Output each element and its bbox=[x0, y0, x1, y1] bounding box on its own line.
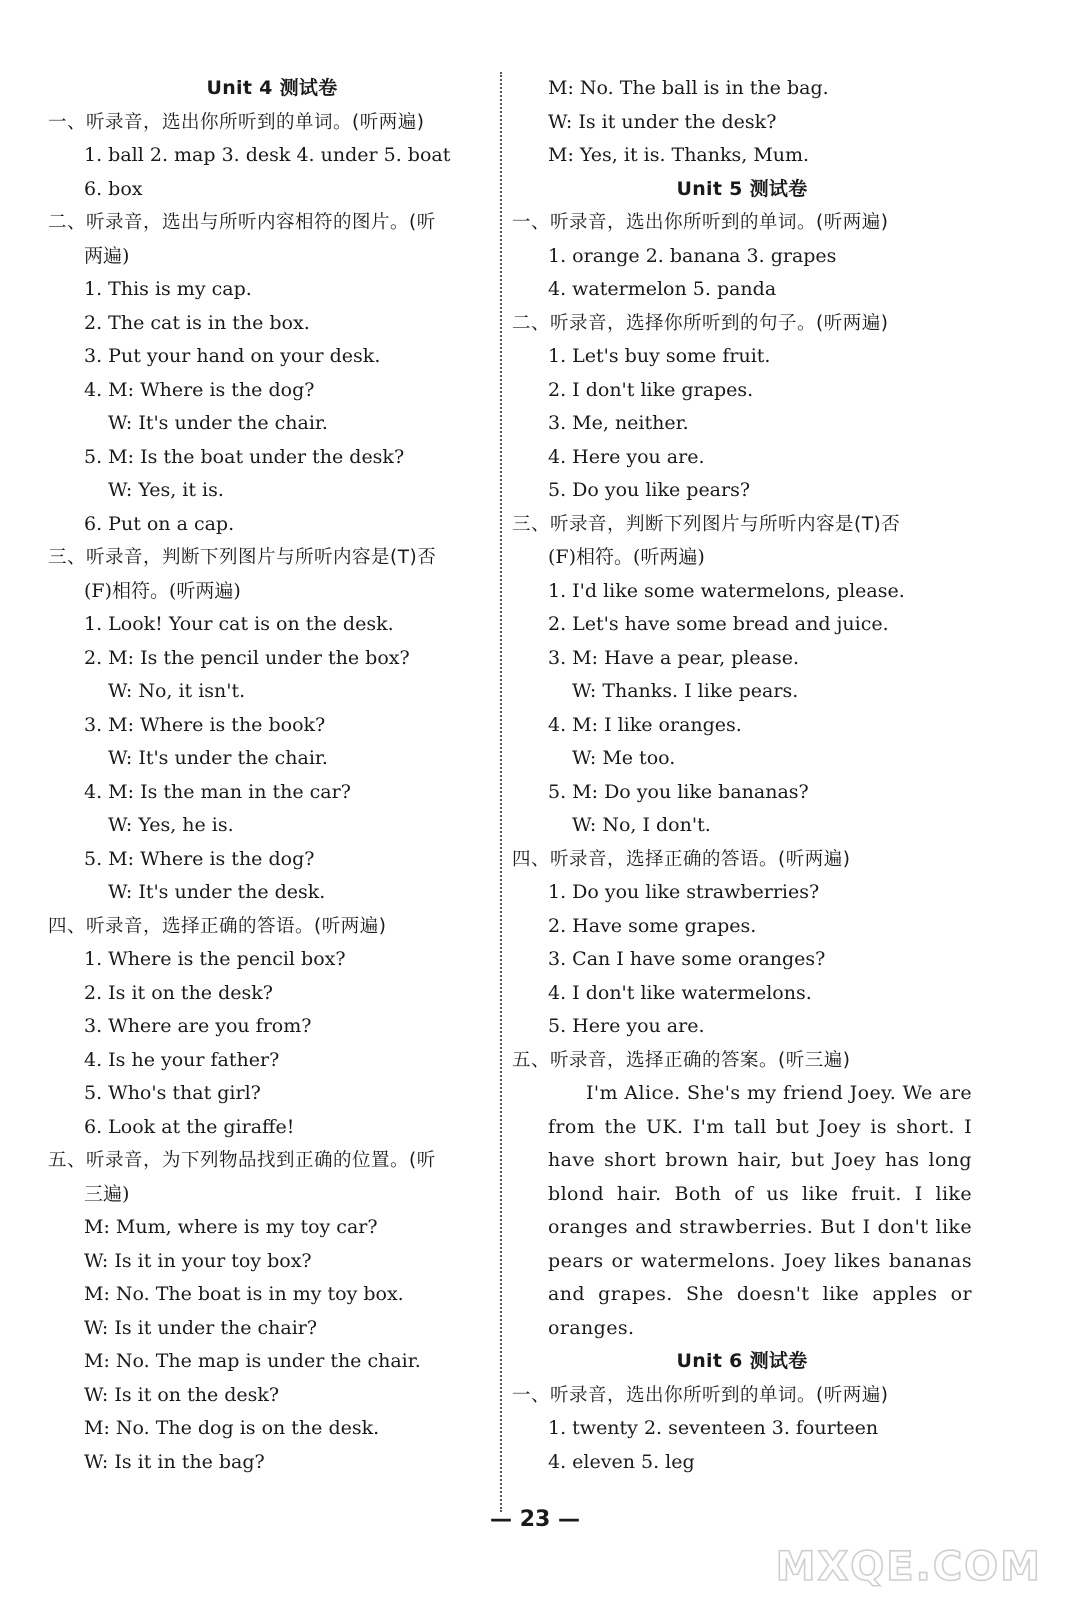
passage-text bbox=[512, 1077, 972, 1345]
script-line: W: Is it on the desk? bbox=[84, 1383, 280, 1406]
section-heading: 五、听录音，选择正确的答案。(听三遍) bbox=[512, 1049, 851, 1071]
watermark-logo-icon bbox=[672, 1512, 1052, 1592]
script-line: 6. Look at the giraffe! bbox=[84, 1115, 295, 1138]
script-line: 1. This is my cap. bbox=[84, 278, 252, 300]
script-line: M: Mum, where is my toy car? bbox=[84, 1216, 378, 1238]
script-line: 1. Do you like strawberries? bbox=[548, 881, 820, 903]
script-line: 1. orange 2. banana 3. grapes bbox=[548, 244, 837, 267]
script-line: 6. Put on a cap. bbox=[84, 512, 235, 535]
script-line: W: Is it in your toy box? bbox=[84, 1249, 312, 1272]
script-line: W: Yes, he is. bbox=[108, 814, 234, 836]
script-line: 4. watermelon 5. panda bbox=[548, 278, 777, 300]
script-line: 4. M: Is the man in the car? bbox=[84, 780, 351, 803]
script-line: 1. ball 2. map 3. desk 4. under 5. boat bbox=[84, 144, 451, 166]
right-column bbox=[512, 72, 972, 1479]
script-line: 6. box bbox=[84, 177, 143, 200]
script-line: W: It's under the chair. bbox=[108, 412, 328, 434]
left-column bbox=[48, 72, 496, 1479]
script-line: 5. M: Do you like bananas? bbox=[548, 780, 809, 803]
script-line: M: No. The boat is in my toy box. bbox=[84, 1283, 404, 1305]
script-line: 2. M: Is the pencil under the box? bbox=[84, 646, 410, 669]
script-line: W: Is it under the desk? bbox=[548, 110, 777, 133]
script-line: (F)相符。(听两遍) bbox=[84, 579, 241, 602]
script-line: 两遍) bbox=[84, 244, 130, 267]
script-line: 3. Put your hand on your desk. bbox=[84, 345, 381, 367]
script-line: W: Is it in the bag? bbox=[84, 1450, 265, 1473]
section-heading: 二、听录音，选择你所听到的句子。(听两遍) bbox=[512, 312, 889, 334]
script-line: 3. M: Where is the book? bbox=[84, 713, 326, 736]
script-line: 三遍) bbox=[84, 1182, 130, 1205]
script-line: W: Yes, it is. bbox=[108, 479, 224, 501]
script-line: 5. Who's that girl? bbox=[84, 1082, 261, 1104]
script-line: W: No, I don't. bbox=[572, 814, 711, 836]
script-line: 2. The cat is in the box. bbox=[84, 311, 310, 334]
unit-title: Unit 6 测试卷 bbox=[676, 1350, 808, 1372]
section-heading: 四、听录音，选择正确的答语。(听两遍) bbox=[48, 915, 387, 937]
script-line: 2. I don't like grapes. bbox=[548, 378, 754, 401]
unit-title: Unit 5 测试卷 bbox=[676, 177, 808, 200]
script-line: 4. M: Where is the dog? bbox=[84, 378, 315, 401]
section-heading: 五、听录音，为下列物品找到正确的位置。(听 bbox=[48, 1150, 436, 1171]
script-line: 4. Here you are. bbox=[548, 445, 705, 468]
script-line: 3. Can I have some oranges? bbox=[548, 948, 826, 970]
script-line: 1. Look! Your cat is on the desk. bbox=[84, 613, 394, 635]
section-heading: 一、听录音，选出你所听到的单词。(听两遍) bbox=[48, 111, 425, 133]
script-line: M: No. The map is under the chair. bbox=[84, 1350, 421, 1372]
script-line: 2. Let's have some bread and juice. bbox=[548, 613, 889, 635]
section-heading: 二、听录音，选出与所听内容相符的图片。(听 bbox=[48, 212, 436, 233]
script-line: 5. Here you are. bbox=[548, 1015, 705, 1037]
watermark-text: MXQE.COM bbox=[775, 1544, 1042, 1590]
script-line: 1. Where is the pencil box? bbox=[84, 948, 346, 970]
script-line: W: Is it under the chair? bbox=[84, 1316, 318, 1339]
script-line: M: No. The dog is on the desk. bbox=[84, 1417, 380, 1439]
script-line: M: Yes, it is. Thanks, Mum. bbox=[548, 144, 810, 166]
script-line: 1. I'd like some watermelons, please. bbox=[548, 579, 905, 602]
script-line: 4. I don't like watermelons. bbox=[548, 981, 812, 1004]
script-line: 1. twenty 2. seventeen 3. fourteen bbox=[548, 1417, 879, 1439]
script-line: W: It's under the desk. bbox=[108, 881, 326, 903]
section-heading: 三、听录音，判断下列图片与所听内容是(T)否 bbox=[48, 547, 437, 568]
script-line: 3. M: Have a pear, please. bbox=[548, 646, 799, 669]
unit-title: Unit 4 测试卷 bbox=[206, 77, 338, 99]
script-line: W: It's under the chair. bbox=[108, 747, 328, 769]
script-line: 3. Me, neither. bbox=[548, 412, 689, 434]
script-line: 3. Where are you from? bbox=[84, 1015, 312, 1037]
script-line: M: No. The ball is in the bag. bbox=[548, 77, 829, 99]
page-number: — 23 — bbox=[490, 1507, 580, 1532]
script-line: 2. Is it on the desk? bbox=[84, 981, 273, 1004]
section-heading: 三、听录音，判断下列图片与所听内容是(T)否 bbox=[512, 513, 901, 535]
script-line: W: No, it isn't. bbox=[108, 680, 246, 702]
section-heading: 四、听录音，选择正确的答语。(听两遍) bbox=[512, 848, 851, 870]
script-line: 4. Is he your father? bbox=[84, 1048, 280, 1071]
script-line: 5. M: Is the boat under the desk? bbox=[84, 445, 405, 468]
script-line: (F)相符。(听两遍) bbox=[548, 546, 705, 568]
script-line: 5. M: Where is the dog? bbox=[84, 847, 315, 870]
script-line: 1. Let's buy some fruit. bbox=[548, 345, 771, 367]
script-line: W: Thanks. I like pears. bbox=[572, 680, 799, 702]
section-heading: 一、听录音，选出你所听到的单词。(听两遍) bbox=[512, 212, 889, 233]
script-line: W: Me too. bbox=[572, 747, 676, 769]
script-line: 2. Have some grapes. bbox=[548, 914, 757, 937]
script-line: 4. M: I like oranges. bbox=[548, 713, 742, 736]
passage-body: I'm Alice. She's my friend Joey. We are from the UK. I'm tall but Joey is short. I have short brown hair, but Joey has long blond hair. Both of us like fruit. I like oranges and strawberries. But I don't like pears or watermelons. Joey likes bananas and grapes. She doesn't like apples or oranges. bbox=[548, 1082, 972, 1339]
column-divider bbox=[500, 72, 502, 1512]
script-line: 4. eleven 5. leg bbox=[548, 1450, 695, 1473]
script-line: 5. Do you like pears? bbox=[548, 479, 751, 501]
section-heading: 一、听录音，选出你所听到的单词。(听两遍) bbox=[512, 1384, 889, 1406]
